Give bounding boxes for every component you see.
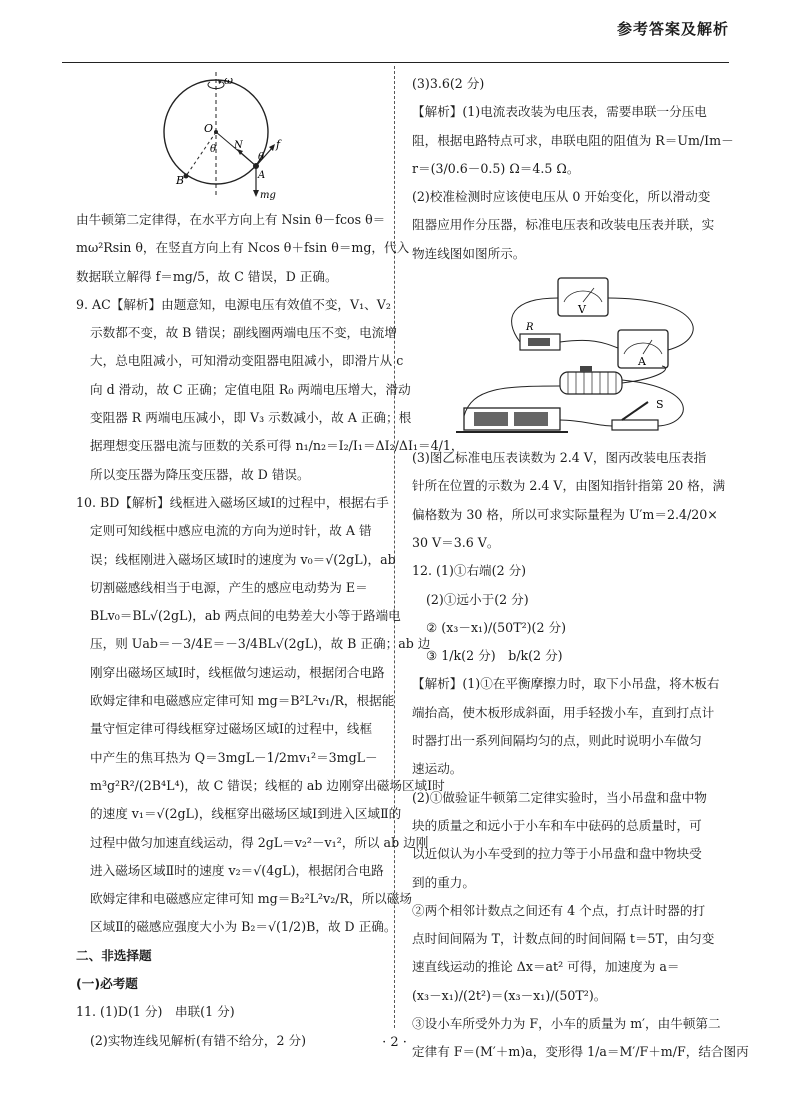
text-line: 针所在位置的示数为 2.4 V，由图知指针指第 20 格，满 <box>412 478 726 494</box>
text-line: BLv₀＝BL√(2gL)，ab 两点间的电势差大小等于路端电 <box>90 608 401 624</box>
text-line: 所以变压器为降压变压器，故 D 错误。 <box>90 466 310 482</box>
fig-label-n: N <box>234 140 243 151</box>
header-rule <box>62 62 729 63</box>
text-line: 向 d 滑动，故 C 正确；定值电阻 R₀ 两端电压增大，滑动 <box>90 381 411 397</box>
text-line: 【解析】(1)①在平衡摩擦力时，取下小吊盘，将木板右 <box>412 676 720 692</box>
text-line: 的速度 v₁＝√(2gL)，线框穿出磁场区域Ⅰ到进入区域Ⅱ的 <box>90 806 402 822</box>
fig-label-f: f <box>276 138 281 151</box>
text-line: mω²Rsin θ，在竖直方向上有 Ncos θ＋fsin θ＝mg，代入 <box>76 240 410 256</box>
text-line: 到的重力。 <box>412 874 475 890</box>
text-line: ②两个相邻计数点之间还有 4 个点，打点计时器的打 <box>412 902 706 918</box>
page-number: · 2 · <box>382 1035 407 1050</box>
text-line: 块的质量之和远小于小车和车中砝码的总质量时，可 <box>412 817 702 833</box>
text-line: (3)3.6(2 分) <box>412 76 485 91</box>
text-line: 定则可知线框中感应电流的方向为逆时针，故 A 错 <box>90 523 372 539</box>
subsection-heading: (一)必考题 <box>76 976 138 992</box>
fig-label-a: A <box>258 170 266 181</box>
text-line: 速运动。 <box>412 761 463 777</box>
rotating-hoop-figure <box>76 70 382 206</box>
text-line: 速直线运动的推论 Δx＝at² 可得，加速度为 a＝ <box>412 959 680 975</box>
text-line: 变阻器 R 两端电压减小，即 V₃ 示数减小，故 A 正确；根 <box>90 410 412 426</box>
section-heading: 二、非选择题 <box>76 947 152 963</box>
text-line: 11. (1)D(1 分) 串联(1 分) <box>76 1004 235 1020</box>
text-line: 切割磁感线相当于电源，产生的感应电动势为 E＝ <box>90 579 368 595</box>
fig-label-theta-1: θ <box>210 144 217 155</box>
text-line: 数据联立解得 f＝mg/5，故 C 错误，D 正确。 <box>76 268 338 284</box>
text-line: 30 V＝3.6 V。 <box>412 534 500 550</box>
text-line: 中产生的焦耳热为 Q＝3mgL－1/2mv₁²＝3mgL－ <box>90 749 378 765</box>
ammeter-label: A <box>638 355 646 369</box>
text-line: 端抬高，使木板形成斜面，用手轻拨小车，直到打点计 <box>412 704 715 720</box>
fig-label-o: O <box>204 122 214 135</box>
text-line: 12. (1)①右端(2 分) <box>412 563 527 579</box>
text-line: 欧姆定律和电磁感应定律可知 mg＝B₂²L²v₂/R，所以磁场 <box>90 891 412 907</box>
text-line: 刚穿出磁场区域Ⅰ时，线框做匀速运动，根据闭合电路 <box>90 664 385 680</box>
text-line: 阻，根据电路特点可求，串联电阻的阻值为 R＝Um/Im－ <box>412 132 734 148</box>
text-line: (x₃－x₁)/(2t²)＝(x₃－x₁)/(50T²)。 <box>412 987 607 1003</box>
page-header-title: 参考答案及解析 <box>616 20 729 38</box>
text-line: 物连线图如图所示。 <box>412 245 526 261</box>
text-line: 定律有 F＝(M′＋m)a，变形得 1/a＝M′/F＋m/F，结合图丙 <box>412 1044 749 1060</box>
text-line: 误；线框刚进入磁场区域Ⅰ时的速度为 v₀＝√(2gL)，ab <box>90 551 396 567</box>
text-line: (3)图乙标准电压表读数为 2.4 V，图丙改装电压表指 <box>412 450 707 466</box>
fig-label-theta-2: θ <box>258 152 265 163</box>
text-line: 【解析】(1)电流表改装为电压表，需要串联一分压电 <box>412 104 707 120</box>
text-line: 量守恒定律可得线框穿过磁场区域Ⅰ的过程中，线框 <box>90 721 373 737</box>
text-line: 进入磁场区域Ⅱ时的速度 v₂＝√(4gL)，根据闭合电路 <box>90 862 384 878</box>
text-line: m³g²R²/(2B⁴L⁴)，故 C 错误；线框的 ab 边刚穿出磁场区域Ⅰ时 <box>90 777 445 793</box>
fig-label-omega: ω <box>224 74 233 87</box>
fig-label-b: B <box>176 174 185 187</box>
text-line: (2)①做验证牛顿第二定律实验时，当小吊盘和盘中物 <box>412 789 707 805</box>
text-line: ② (x₃－x₁)/(50T²)(2 分) <box>426 619 566 635</box>
text-line: 据理想变压器电流与匝数的关系可得 n₁/n₂＝I₂/I₁＝ΔI₂/ΔI₁＝4/1， <box>90 438 464 454</box>
text-line: 9. AC【解析】由题意知，电源电压有效值不变，V₁、V₂ <box>76 296 391 312</box>
text-line: 点时间间隔为 T，计数点间的时间间隔 t＝5T，由匀变 <box>412 931 715 947</box>
text-line: 区域Ⅱ的磁感应强度大小为 B₂＝√(1/2)B，故 D 正确。 <box>90 919 397 935</box>
circuit-wiring-figure <box>412 268 730 444</box>
text-line: ③ 1/k(2 分) b/k(2 分) <box>426 648 563 664</box>
text-line: 压，则 Uab＝－3/4E＝－3/4BL√(2gL)，故 B 正确；ab 边 <box>90 636 431 652</box>
text-line: (2)校准检测时应该使电压从 0 开始变化，所以滑动变 <box>412 189 711 205</box>
text-line: 示数都不变，故 B 错误；副线圈两端电压不变，电流增 <box>90 325 397 341</box>
text-line: 10. BD【解析】线框进入磁场区域Ⅰ的过程中，根据右手 <box>76 494 389 510</box>
text-line: 欧姆定律和电磁感应定律可知 mg＝B²L²v₁/R，根据能 <box>90 693 395 709</box>
text-line: (2)①远小于(2 分) <box>426 591 529 607</box>
text-line: r＝(3/0.6－0.5) Ω＝4.5 Ω。 <box>412 160 580 176</box>
text-line: 大，总电阻减小，可知滑动变阻器电阻减小，即滑片从 c <box>90 353 404 369</box>
text-line: ③设小车所受外力为 F，小车的质量为 m′，由牛顿第二 <box>412 1016 721 1032</box>
text-line: 过程中做匀加速直线运动，得 2gL＝v₂²－v₁²，所以 ab 边刚 <box>90 834 429 850</box>
resistor-label: R <box>526 322 534 334</box>
text-line: 时器打出一系列间隔均匀的点，则此时说明小车做匀 <box>412 733 702 749</box>
text-line: 由牛顿第二定律得，在水平方向上有 Nsin θ－fcos θ＝ <box>76 212 386 227</box>
switch-label: S <box>656 398 664 412</box>
text-line: 以近似认为小车受到的拉力等于小吊盘和盘中物块受 <box>412 846 702 862</box>
text-line: 偏格数为 30 格，所以可求实际量程为 U′m＝2.4/20× <box>412 506 718 522</box>
fig-label-mg: mg <box>260 190 276 201</box>
text-line: (2)实物连线见解析(有错不给分，2 分) <box>90 1032 306 1048</box>
text-line: 阻器应用作分压器，标准电压表和改装电压表并联，实 <box>412 217 715 233</box>
right-column <box>412 70 749 1067</box>
voltmeter-label: V <box>578 303 586 317</box>
